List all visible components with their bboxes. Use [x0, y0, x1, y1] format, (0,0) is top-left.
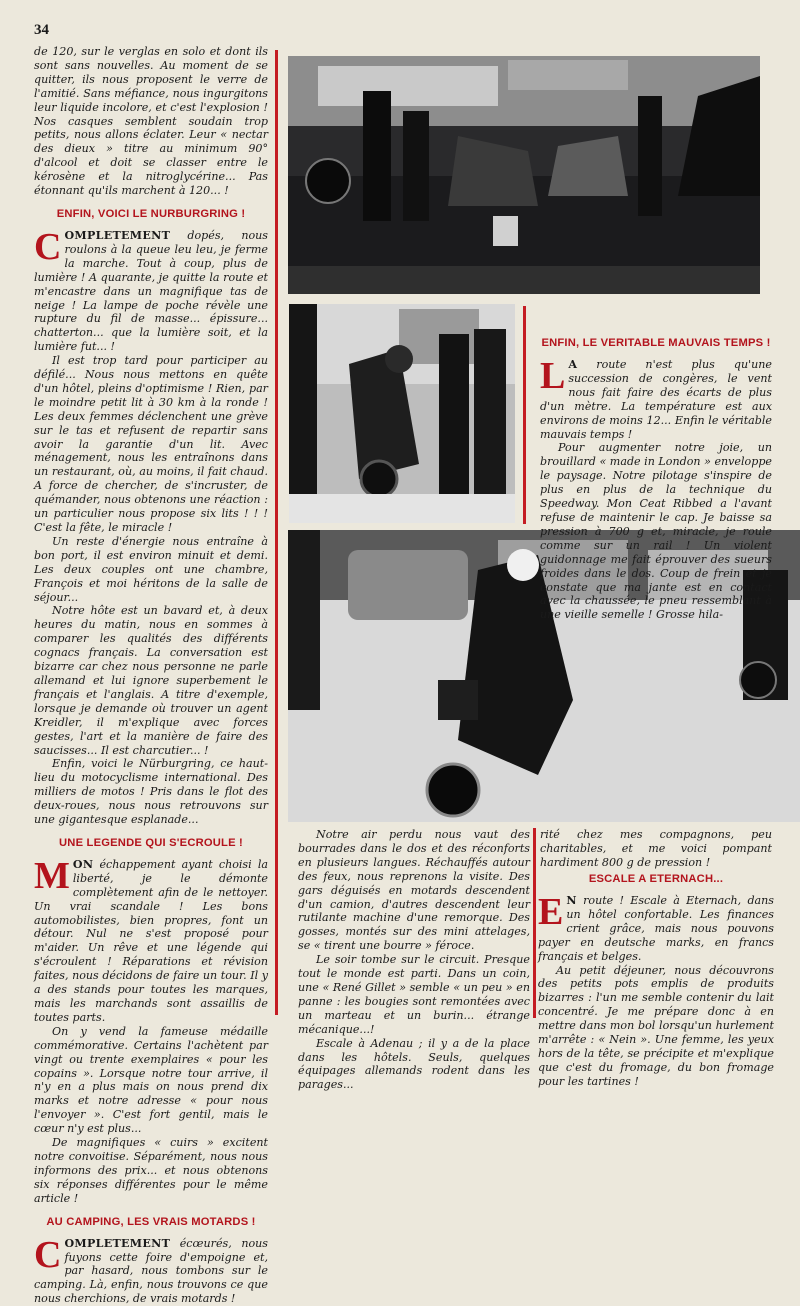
column-3 — [540, 336, 772, 622]
text: écœurés, nous fuyons cette foire d'empoigne et, par hasard, nous tombons sur le camping. Là, enfin, nous trouvons ce que nous cherchions, de vrais motards ! — [34, 1236, 268, 1306]
paragraph: Notre hôte est un bavard et, à deux heures du matin, nous en sommes à comparer les qualités des différents cognacs français. La conversation est bizarre car chez nous personne ne parle allemand et lui ignore superbement le français et l'anglais. A titre d'exemple, lorsque je demande où trouver un agent Kreidler, il m'explique avec forces gestes, l'art et la manière de faire des saucisses... Il est charcutier... ! — [34, 604, 268, 757]
photo-riders-group-image — [289, 304, 515, 523]
column-rule — [523, 306, 526, 524]
text: route ! Escale à Eternach, dans un hôtel confortable. Les finances crient grâce, mais nous pouvons payer en deutsche marks, en francs français et belges. — [538, 894, 774, 963]
paragraph: rité chez mes compagnons, peu charitables, et me voici pompant hardiment 800 g de pression ! — [540, 828, 772, 869]
paragraph: Enfin, voici le Nürburgring, ce haut-lieu du motocyclisme international. Des milliers de motos ! Pris dans le flot des deux-roues, nous nous retrouvons sur une gigantesque esplanade... — [34, 757, 268, 827]
paragraph: Escale à Adenau ; il y a de la place dans les hôtels. Seuls, quelques équipages allemands rodent dans les parages... — [298, 1036, 530, 1092]
paragraph: Il est trop tard pour participer au défilé... Nous nous mettons en quête d'un hôtel, pleins d'optimisme ! Rien, par le moindre petit lit à 30 km à la ronde ! Les deux femmes déclenchent une grève sur le tas et refusent de repartir sans avoir la garantie d'un lit. Avec ménagement, nous les entraînons dans un restaurant, où, au moins, il fait chaud. A force de chercher, de s'incruster, de quémander, nous obtenons une réaction : un particulier nous propose six lits ! ! ! C'est la fête, le miracle ! — [34, 354, 268, 534]
heading-nurburgring: ENFIN, VOICI LE NURBURGRING ! — [56, 207, 246, 220]
dropcap: L — [540, 355, 566, 397]
page-number: 34 — [34, 22, 49, 38]
lead-word: OMPLETEMENT — [64, 228, 171, 242]
lead-word: A — [568, 358, 578, 371]
heading-legende: UNE LEGENDE QUI S'ECROULE ! — [59, 836, 243, 849]
paragraph: Au petit déjeuner, nous découvrons des petits pots emplis de produits bizarres : l'un me semble contenir du lait concentré. Je me prépare donc à en mettre dans mon bol lorsqu'un hurlement m'arrête : « Nein ». Une femme, les yeux hors de la tête, se précipite et m'explique que c'est du fromage, du bon fromage pour les tartines ! — [538, 963, 774, 1088]
heading-camping: AU CAMPING, LES VRAIS MOTARDS ! — [46, 1215, 256, 1228]
dropcap: C — [34, 1233, 62, 1276]
paragraph: De magnifiques « cuirs » excitent notre convoitise. Séparément, nous nous informons des prix... et nous obtenons six réponses différentes pour le même article ! — [34, 1136, 268, 1205]
column-rule — [275, 50, 278, 1015]
text: dopés, nous roulons à la queue leu leu, je ferme la marche. Tout à coup, plus de lumière ! A quarante, je quitte la route et m'encastre dans un magnifique tas de neige ! La lampe de poche révèle une rupture du fil de masse... épissure... chatterton... que la lumière soit, et la lumière fut... ! — [34, 228, 268, 354]
photo-camping-image — [288, 56, 760, 294]
paragraph: Un reste d'énergie nous entraîne à bon port, il est environ minuit et demi. Les deux couples ont une chambre, François et moi héritons de la salle de séjour... — [34, 534, 268, 604]
paragraph: de 120, sur le verglas en solo et dont ils sont sans nouvelles. Au moment de se quitter, ils nous proposent le verre de l'amitié. Sans méfiance, nous ingurgitons leur liquide incolore, et c'est l'explosion ! Nos casques semblent soudain trop petits, nous allons éclater. Leur « nectar des dieux » titre au minimum 90° d'alcool et doit se classer entre le kérosène et la nitroglycérine... Pas étonnant qu'ils marchent à 120... ! — [34, 45, 268, 198]
photo-riders-group — [289, 304, 515, 523]
text: route n'est plus qu'une succession de congères, le vent nous fait faire des écarts de plus d'un mètre. La température est aux environs de moins 12... Enfin le véritable mauvais temps ! — [540, 358, 772, 441]
paragraph: Notre air perdu nous vaut des bourrades dans le dos et des réconforts en plusieurs langues. Réchauffés autour des feux, nous reprenons la visite. Des gars déguisés en motards descendent d'un camion, d'autres descendent leur rutilante machine d'une remorque. Des gosses, montés sur des mini attelages, se « tirent une bourre » féroce. — [298, 828, 530, 953]
column-2 — [298, 828, 530, 1092]
heading-eternach: ESCALE A ETERNACH... — [588, 873, 724, 885]
lead-word: OMPLETEMENT — [64, 1236, 171, 1250]
column-1 — [34, 45, 268, 1306]
paragraph — [34, 225, 268, 354]
column-3-continued — [540, 828, 772, 870]
paragraph — [34, 1233, 268, 1306]
paragraph — [34, 854, 268, 1025]
paragraph — [540, 355, 772, 441]
dropcap: E — [538, 891, 564, 933]
paragraph: Pour augmenter notre joie, un brouillard « made in London » enveloppe le paysage. Notre pilotage s'inspire de plus en plus de la technique du Speedway. Mon Ceat Ribbed a l'avant refuse de maintenir le cap. Je baisse sa pression à 700 g et, miracle, je roule comme sur un rail ! Un violent guidonnage me fait éprouver des sueurs froides dans le dos. Coup de frein et je constate que ma jante est en contact avec la chaussée, le pneu ressemblant à une vieille semelle ! Grosse hila- — [540, 441, 772, 622]
photo-camping — [288, 56, 760, 294]
text: échappement ayant choisi la liberté, je le démonte complètement afin de le nettoyer. Un vrai scandale ! Les bons automobilistes, bien propres, font un détour. Nul ne s'est proposé pour m'aider. Un rêve et une légende qui s'écroulent ! Réparations et révision faites, nous décidons de faire un tour. Il y a des stands pour toutes les marques, mais les marchands sont assaillis de toutes parts. — [34, 857, 268, 1024]
dropcap: C — [34, 225, 62, 268]
heading-mauvais-temps: ENFIN, LE VERITABLE MAUVAIS TEMPS ! — [541, 337, 771, 349]
paragraph: Le soir tombe sur le circuit. Presque tout le monde est parti. Dans un coin, une « René Gillet » semble « un peu » en panne : les bougies sont remontées avec un marteau et un burin... étrange mécanique...! — [298, 953, 530, 1036]
paragraph: On y vend la fameuse médaille commémorative. Certains l'achètent par vingt ou trente exemplaires « pour les copains ». Lorsque notre tour arrive, il n'y en a plus mais on nous prend dix marks et notre adresse « pour nous l'envoyer ». C'est fort gentil, mais le cœur n'y est plus... — [34, 1024, 268, 1136]
lead-word: ON — [72, 857, 94, 871]
column-4 — [538, 872, 774, 1089]
dropcap: M — [34, 854, 70, 897]
lead-word: N — [566, 894, 577, 907]
paragraph — [538, 891, 774, 964]
column-rule — [533, 828, 536, 1018]
